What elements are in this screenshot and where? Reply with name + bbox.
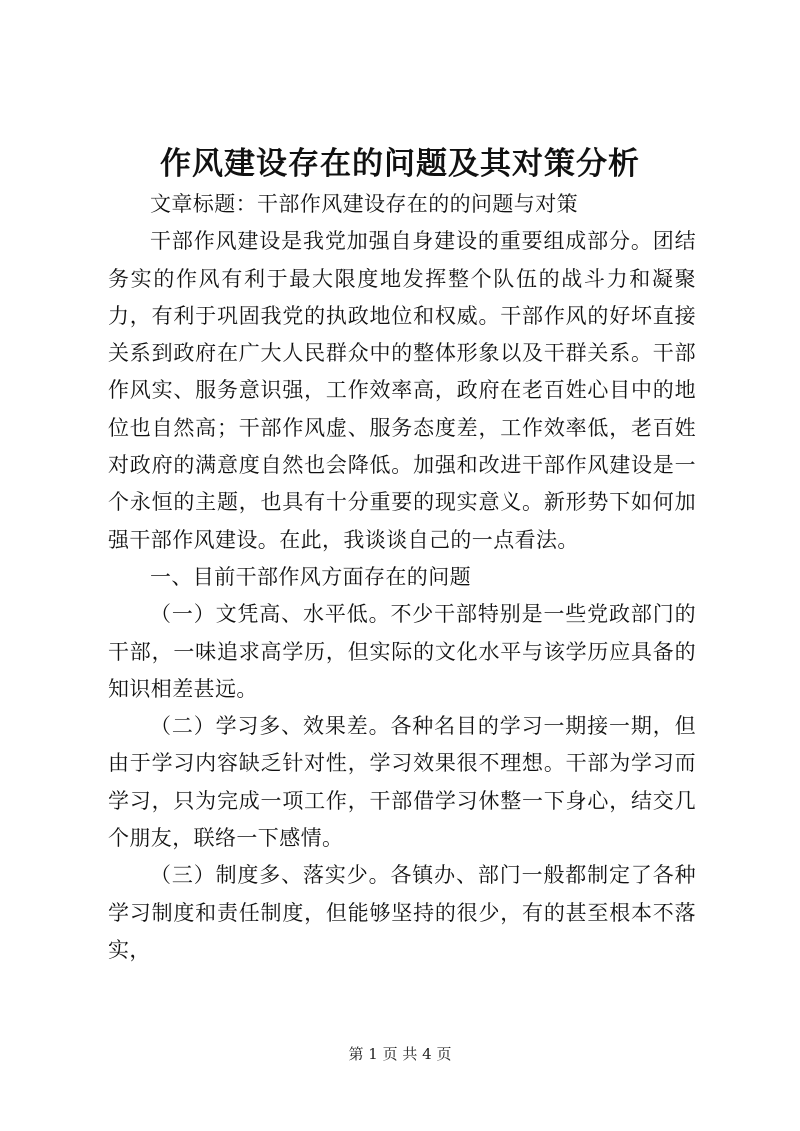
page-footer: 第 1 页 共 4 页 <box>348 1045 452 1063</box>
issue-paragraph-1: （一）文凭高、水平低。不少干部特别是一些党政部门的干部，一味追求高学历，但实际的文化水平与该学历应具备的知识相差甚远。 <box>108 602 696 701</box>
document-body <box>108 186 696 969</box>
article-title-line: 文章标题：干部作风建设存在的的问题与对策 <box>150 192 578 216</box>
section-heading: 一、目前干部作风方面存在的问题 <box>150 564 471 589</box>
intro-paragraph: 干部作风建设是我党加强自身建设的重要组成部分。团结务实的作风有利于最大限度地发挥整个队伍的战斗力和凝聚力，有利于巩固我党的执政地位和权威。干部作风的好坏直接关系到政府在广大人民群众中的整体形象以及干群关系。干部作风实、服务意识强，工作效率高，政府在老百姓心目中的地位也自然高；干部作风虚、服务态度差，工作效率低，老百姓对政府的满意度自然也会降低。加强和改进干部作风建设是一个永恒的主题，也具有十分重要的现实意义。新形势下如何加强干部作风建设。在此，我谈谈自己的一点看法。 <box>108 229 696 552</box>
issue-paragraph-3: （三）制度多、落实少。各镇办、部门一般都制定了各种学习制度和责任制度，但能够坚持的很少，有的甚至根本不落实， <box>108 863 696 962</box>
document-title: 作风建设存在的问题及其对策分析 <box>160 146 640 182</box>
issue-paragraph-2: （二）学习多、效果差。各种名目的学习一期接一期，但由于学习内容缺乏针对性，学习效果很不理想。干部为学习而学习，只为完成一项工作，干部借学习休整一下身心，结交几个朋友，联络一下感情。 <box>108 714 696 851</box>
